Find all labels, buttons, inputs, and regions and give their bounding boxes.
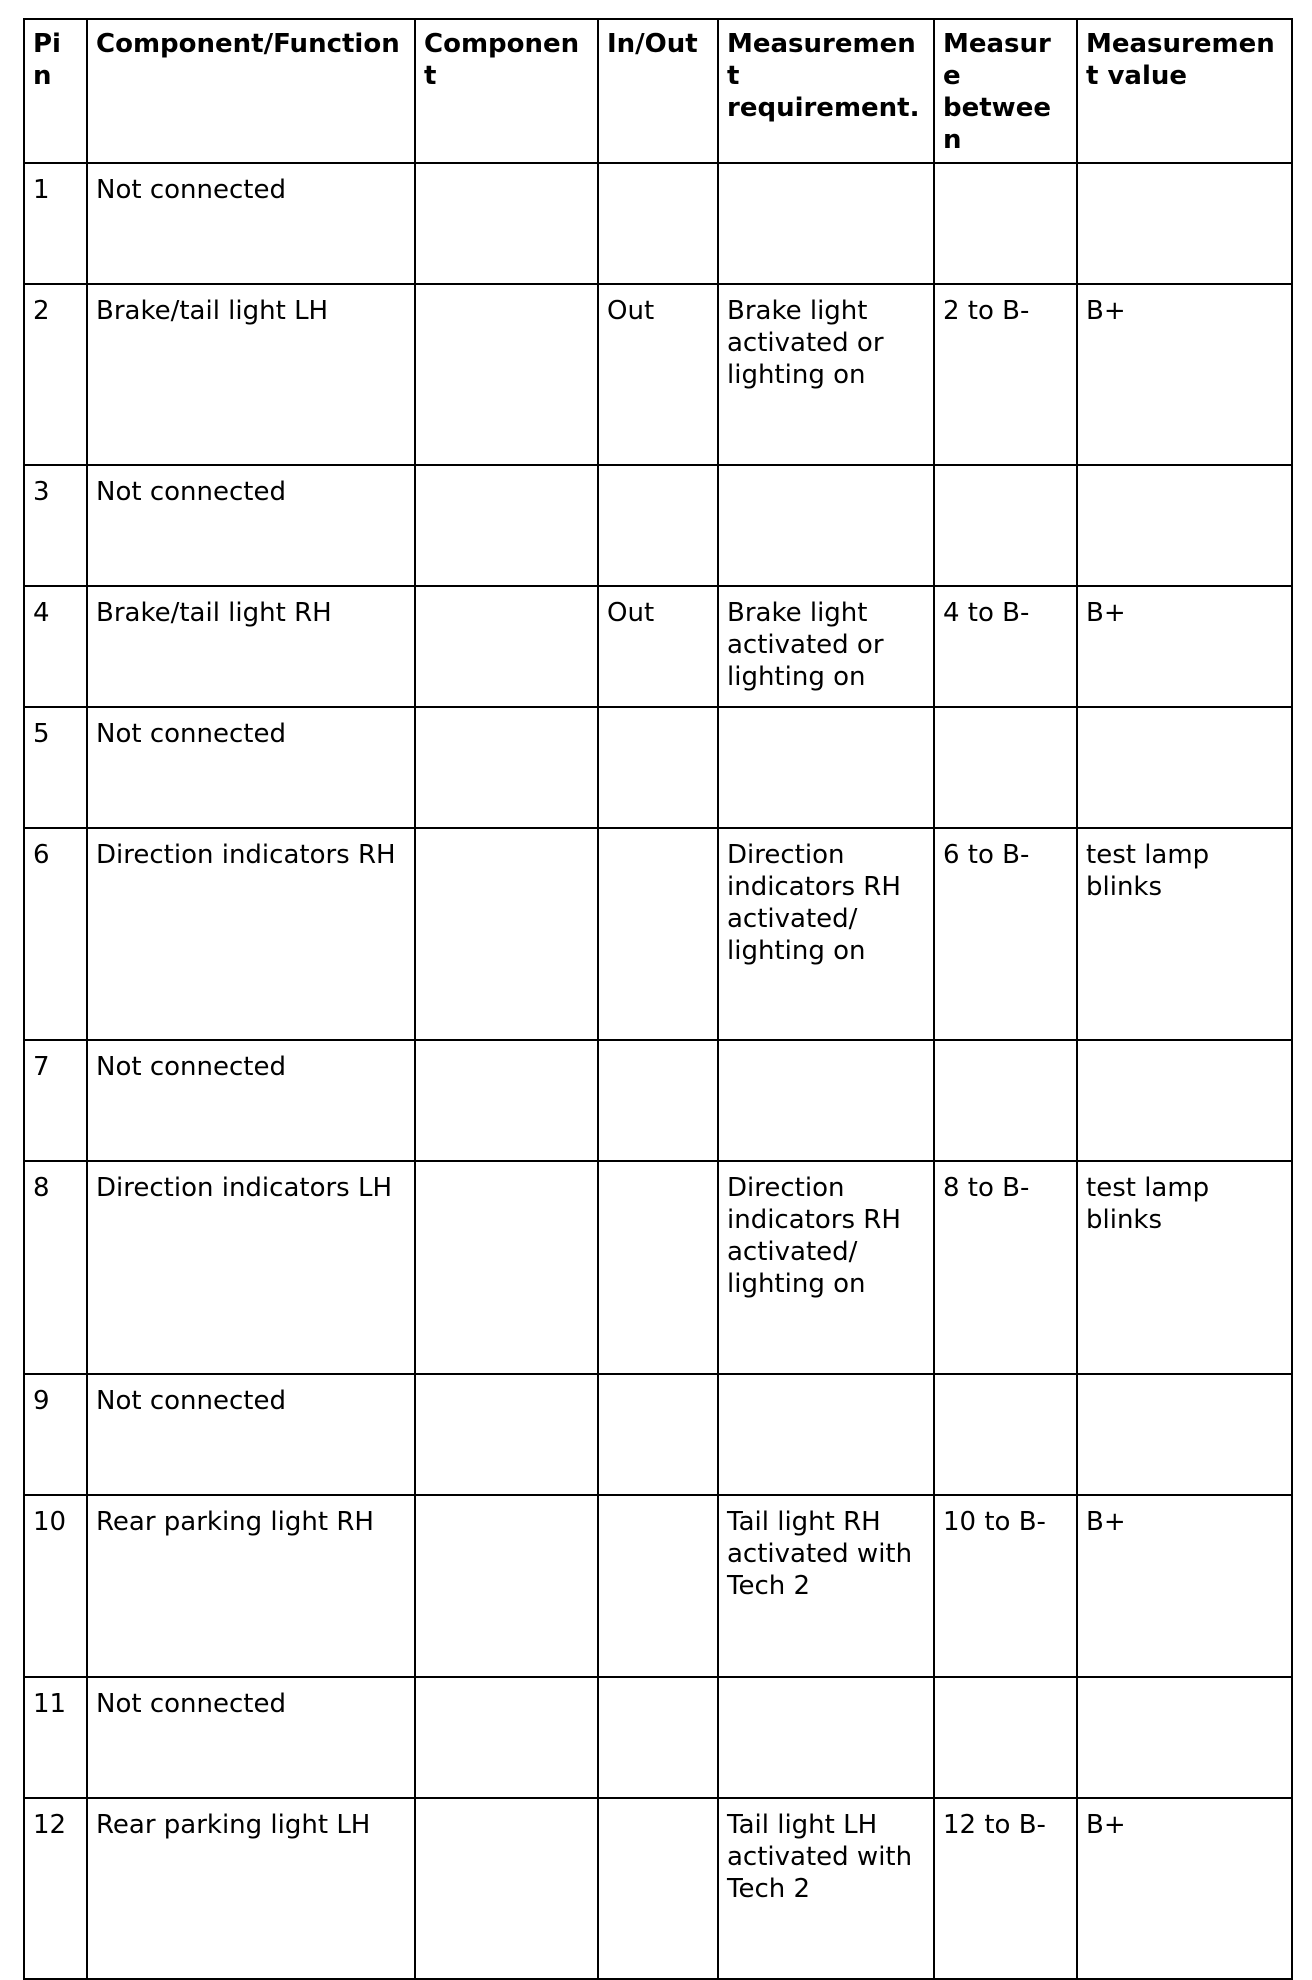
cell-function: Not connected — [87, 1040, 415, 1161]
header-pin: Pin — [24, 19, 87, 163]
cell-in-out — [598, 1040, 718, 1161]
cell-value: B+ — [1077, 586, 1292, 707]
cell-component — [415, 586, 598, 707]
cell-function: Rear parking light LH — [87, 1798, 415, 1979]
cell-requirement: Tail light RH activated with Tech 2 — [718, 1495, 934, 1677]
cell-function: Direction indicators LH — [87, 1161, 415, 1374]
table-row — [24, 1677, 1292, 1798]
table-row — [24, 1161, 1292, 1374]
cell-pin: 5 — [24, 707, 87, 828]
cell-pin: 10 — [24, 1495, 87, 1677]
cell-between: 2 to B- — [934, 284, 1077, 465]
header-measure-between: Measure between — [934, 19, 1077, 163]
cell-between — [934, 1040, 1077, 1161]
cell-requirement: Direction indicators RH activated/ lighting on — [718, 1161, 934, 1374]
table-row — [24, 465, 1292, 586]
cell-between — [934, 1677, 1077, 1798]
cell-pin: 7 — [24, 1040, 87, 1161]
cell-pin: 12 — [24, 1798, 87, 1979]
cell-component — [415, 1161, 598, 1374]
cell-requirement: Direction indicators RH activated/ lighting on — [718, 828, 934, 1040]
cell-between — [934, 163, 1077, 284]
cell-between — [934, 1374, 1077, 1495]
cell-value: B+ — [1077, 1495, 1292, 1677]
cell-function: Not connected — [87, 707, 415, 828]
cell-function: Not connected — [87, 1374, 415, 1495]
cell-in-out — [598, 707, 718, 828]
header-measurement-requirement: Measurement requirement. — [718, 19, 934, 163]
cell-in-out — [598, 1677, 718, 1798]
cell-value — [1077, 1040, 1292, 1161]
table-row — [24, 1495, 1292, 1677]
cell-value: test lamp blinks — [1077, 1161, 1292, 1374]
cell-requirement: Tail light LH activated with Tech 2 — [718, 1798, 934, 1979]
table-row — [24, 1040, 1292, 1161]
cell-function: Not connected — [87, 465, 415, 586]
cell-function: Brake/tail light LH — [87, 284, 415, 465]
cell-requirement: Brake light activated or lighting on — [718, 284, 934, 465]
header-component: Component — [415, 19, 598, 163]
cell-between: 12 to B- — [934, 1798, 1077, 1979]
table-row — [24, 284, 1292, 465]
table-row — [24, 828, 1292, 1040]
cell-pin: 8 — [24, 1161, 87, 1374]
cell-pin: 4 — [24, 586, 87, 707]
cell-component — [415, 1495, 598, 1677]
cell-component — [415, 1040, 598, 1161]
pin-assignment-table — [23, 18, 1293, 1980]
cell-requirement — [718, 1677, 934, 1798]
cell-value — [1077, 163, 1292, 284]
cell-component — [415, 163, 598, 284]
cell-requirement — [718, 465, 934, 586]
cell-function: Brake/tail light RH — [87, 586, 415, 707]
cell-function: Not connected — [87, 1677, 415, 1798]
cell-component — [415, 284, 598, 465]
cell-requirement: Brake light activated or lighting on — [718, 586, 934, 707]
cell-component — [415, 1374, 598, 1495]
cell-pin: 9 — [24, 1374, 87, 1495]
table-row — [24, 707, 1292, 828]
cell-component — [415, 707, 598, 828]
table-row — [24, 1374, 1292, 1495]
cell-requirement — [718, 707, 934, 828]
cell-pin: 11 — [24, 1677, 87, 1798]
cell-between: 4 to B- — [934, 586, 1077, 707]
table-row — [24, 1798, 1292, 1979]
cell-function: Not connected — [87, 163, 415, 284]
cell-pin: 2 — [24, 284, 87, 465]
cell-value — [1077, 707, 1292, 828]
cell-value: B+ — [1077, 1798, 1292, 1979]
cell-component — [415, 828, 598, 1040]
cell-value — [1077, 1677, 1292, 1798]
cell-component — [415, 1798, 598, 1979]
header-in-out: In/Out — [598, 19, 718, 163]
cell-between — [934, 465, 1077, 586]
cell-in-out — [598, 465, 718, 586]
cell-pin: 1 — [24, 163, 87, 284]
cell-value: B+ — [1077, 284, 1292, 465]
table-row — [24, 586, 1292, 707]
cell-requirement — [718, 1374, 934, 1495]
header-component-function: Component/Function — [87, 19, 415, 163]
cell-between: 6 to B- — [934, 828, 1077, 1040]
cell-in-out — [598, 1798, 718, 1979]
cell-component — [415, 1677, 598, 1798]
cell-requirement — [718, 1040, 934, 1161]
cell-requirement — [718, 163, 934, 284]
cell-value: test lamp blinks — [1077, 828, 1292, 1040]
table-header-row — [24, 19, 1292, 163]
cell-pin: 6 — [24, 828, 87, 1040]
cell-in-out: Out — [598, 284, 718, 465]
cell-value — [1077, 1374, 1292, 1495]
cell-between: 10 to B- — [934, 1495, 1077, 1677]
cell-in-out — [598, 163, 718, 284]
cell-in-out: Out — [598, 586, 718, 707]
cell-in-out — [598, 828, 718, 1040]
header-measurement-value: Measurement value — [1077, 19, 1292, 163]
cell-function: Direction indicators RH — [87, 828, 415, 1040]
cell-between: 8 to B- — [934, 1161, 1077, 1374]
cell-in-out — [598, 1495, 718, 1677]
cell-between — [934, 707, 1077, 828]
cell-in-out — [598, 1161, 718, 1374]
cell-function: Rear parking light RH — [87, 1495, 415, 1677]
cell-component — [415, 465, 598, 586]
cell-value — [1077, 465, 1292, 586]
table-row — [24, 163, 1292, 284]
cell-in-out — [598, 1374, 718, 1495]
cell-pin: 3 — [24, 465, 87, 586]
